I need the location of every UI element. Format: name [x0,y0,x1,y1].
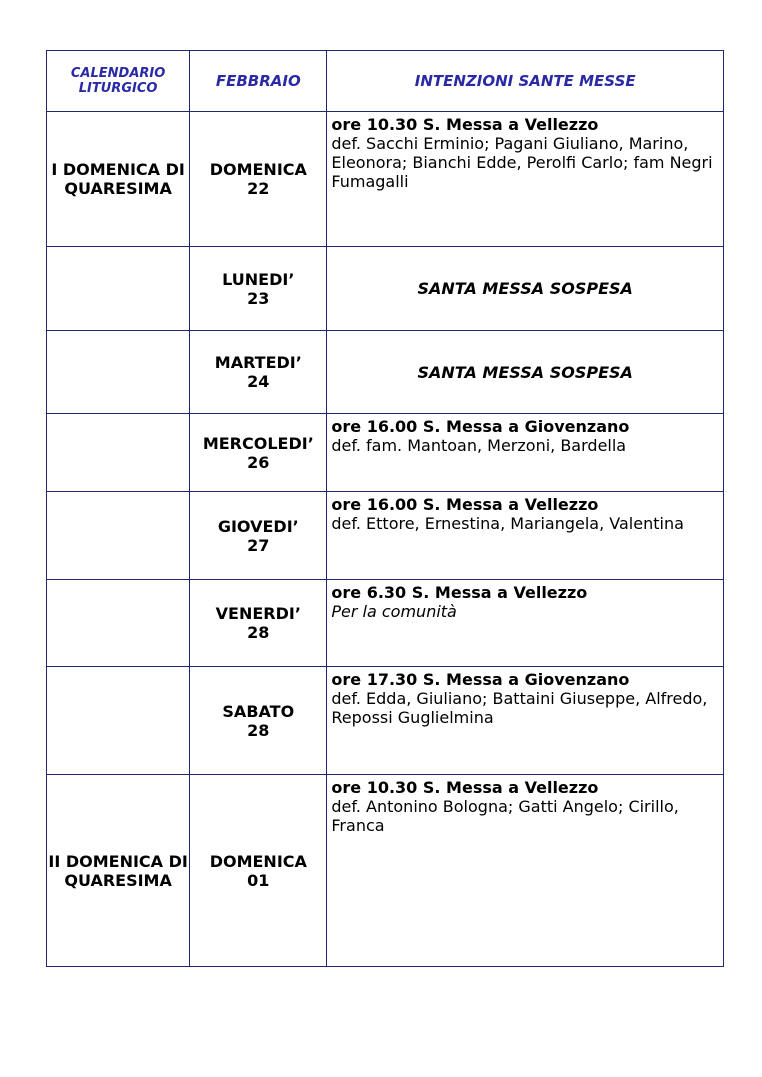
mass-time-place: ore 16.00 S. Messa a Vellezzo [331,495,599,514]
mass-suspended-notice: SANTA MESSA SOSPESA [417,279,633,298]
mass-calendar-table [46,50,724,967]
day-name: DOMENICA [209,160,307,179]
table-row [47,492,724,580]
date-cell [190,112,327,247]
day-number: 22 [247,179,270,198]
mass-time-place: ore 17.30 S. Messa a Giovenzano [331,670,630,689]
intention-cell [327,580,724,667]
mass-intention-detail: def. fam. Mantoan, Merzoni, Bardella [331,436,627,455]
day-name: GIOVEDI’ [217,516,299,536]
liturgy-cell [47,331,190,414]
date-cell [190,667,327,775]
day-number: 24 [247,372,270,391]
header-liturgical-calendar: CALENDARIO LITURGICO [47,51,190,112]
mass-time-place: ore 10.30 S. Messa a Vellezzo [331,778,599,797]
table-row [47,414,724,492]
table-row [47,775,724,967]
date-cell [190,331,327,414]
intention-cell [327,247,724,331]
mass-suspended-notice: SANTA MESSA SOSPESA [417,362,633,382]
intention-cell [327,414,724,492]
table-row [47,580,724,667]
day-name: LUNEDI’ [222,269,295,289]
liturgy-cell: I DOMENICA DI QUARESIMA [47,112,190,247]
day-name: MERCOLEDI’ [202,433,314,453]
header-month: FEBBRAIO [190,51,327,112]
liturgy-cell [47,580,190,667]
intention-cell [327,775,724,967]
liturgy-cell [47,492,190,580]
header-row [47,51,724,112]
mass-intention-detail: def. Ettore, Ernestina, Mariangela, Valentina [331,514,684,533]
header-mass-intentions: INTENZIONI SANTE MESSE [327,51,724,112]
date-cell [190,414,327,492]
day-number: 01 [247,870,270,890]
table-row [47,331,724,414]
intention-cell [327,492,724,580]
mass-time-place: ore 10.30 S. Messa a Vellezzo [331,115,599,134]
date-cell [190,580,327,667]
intention-cell [327,331,724,414]
mass-intention-detail: def. Edda, Giuliano; Battaini Giuseppe, Alfredo, Repossi Guglielmina [331,689,708,727]
day-number: 27 [247,535,270,555]
day-number: 26 [247,452,270,472]
mass-intention-detail: def. Antonino Bologna; Gatti Angelo; Cirillo, Franca [331,797,679,835]
mass-time-place: ore 6.30 S. Messa a Vellezzo [331,583,588,602]
date-cell [190,775,327,967]
mass-intention-detail: def. Sacchi Erminio; Pagani Giuliano, Marino, Eleonora; Bianchi Edde, Perolfi Carlo; fam Negri Fumagalli [331,134,713,191]
liturgy-cell [47,414,190,492]
date-cell [190,247,327,331]
mass-time-place: ore 16.00 S. Messa a Giovenzano [331,417,630,436]
table-row [47,667,724,775]
day-number: 28 [247,720,270,740]
day-name: DOMENICA [209,851,307,871]
intention-cell [327,667,724,775]
day-number: 23 [247,288,270,308]
date-cell [190,492,327,580]
day-name: MARTEDI’ [214,353,302,372]
liturgy-cell: II DOMENICA DI QUARESIMA [47,775,190,967]
day-name: VENERDI’ [215,604,301,623]
liturgy-cell [47,247,190,331]
day-number: 28 [247,623,270,642]
intention-cell [327,112,724,247]
table-row [47,112,724,247]
day-name: SABATO [222,701,295,721]
table-row [47,247,724,331]
liturgy-cell [47,667,190,775]
mass-intention-detail: Per la comunità [331,602,457,621]
